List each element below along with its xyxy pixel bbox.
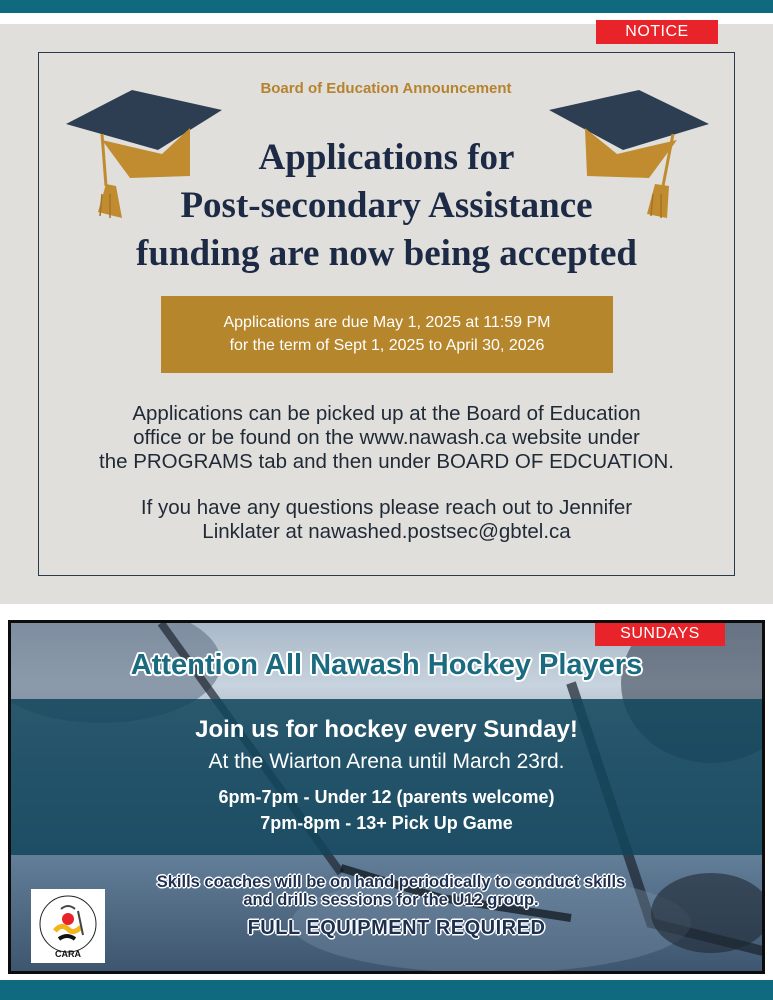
contact-info bbox=[50, 496, 723, 544]
headline bbox=[80, 134, 693, 278]
contact-line: If you have any questions please reach out to Jennifer bbox=[140, 496, 633, 519]
skills-note bbox=[81, 873, 701, 909]
cara-logo-icon bbox=[31, 889, 105, 963]
skills-line: and drills sessions for the U12 group. bbox=[243, 891, 539, 909]
hockey-panel bbox=[8, 620, 765, 974]
join-heading: Join us for hockey every Sunday! bbox=[195, 716, 578, 743]
pickup-line: Applications can be picked up at the Board of Education bbox=[132, 402, 641, 425]
pickup-line: office or be found on the www.nawash.ca website under bbox=[133, 426, 640, 449]
headline-line: Post-secondary Assistance bbox=[180, 185, 593, 226]
headline-line: funding are now being accepted bbox=[136, 233, 637, 274]
due-date-box bbox=[161, 296, 613, 373]
arena-info: At the Wiarton Arena until March 23rd. bbox=[208, 750, 565, 773]
hockey-title: Attention All Nawash Hockey Players bbox=[130, 649, 643, 681]
pickup-line: the PROGRAMS tab and then under BOARD OF EDCUATION. bbox=[99, 450, 674, 473]
due-line: Applications are due May 1, 2025 at 11:59 PM bbox=[223, 314, 551, 331]
cara-logo bbox=[31, 889, 105, 963]
pickup-info bbox=[50, 402, 723, 474]
board-label: Board of Education Announcement bbox=[260, 80, 512, 97]
time-slot: 6pm-7pm - Under 12 (parents welcome) bbox=[218, 787, 555, 807]
headline-line: Applications for bbox=[258, 137, 515, 178]
sundays-tag: SUNDAYS bbox=[595, 622, 725, 646]
bottom-bar bbox=[0, 980, 773, 1000]
equipment-notice: FULL EQUIPMENT REQUIRED bbox=[247, 917, 546, 939]
contact-line: Linklater at nawashed.postsec@gbtel.ca bbox=[202, 520, 571, 543]
top-bar bbox=[0, 0, 773, 13]
time-slot: 7pm-8pm - 13+ Pick Up Game bbox=[260, 813, 513, 833]
cara-logo-text: CARA bbox=[55, 949, 81, 959]
due-line: for the term of Sept 1, 2025 to April 30, 2026 bbox=[229, 337, 545, 354]
notice-tag: NOTICE bbox=[596, 20, 718, 44]
skills-line: Skills coaches will be on hand periodically to conduct skills bbox=[156, 873, 626, 891]
notice-panel bbox=[0, 24, 773, 604]
